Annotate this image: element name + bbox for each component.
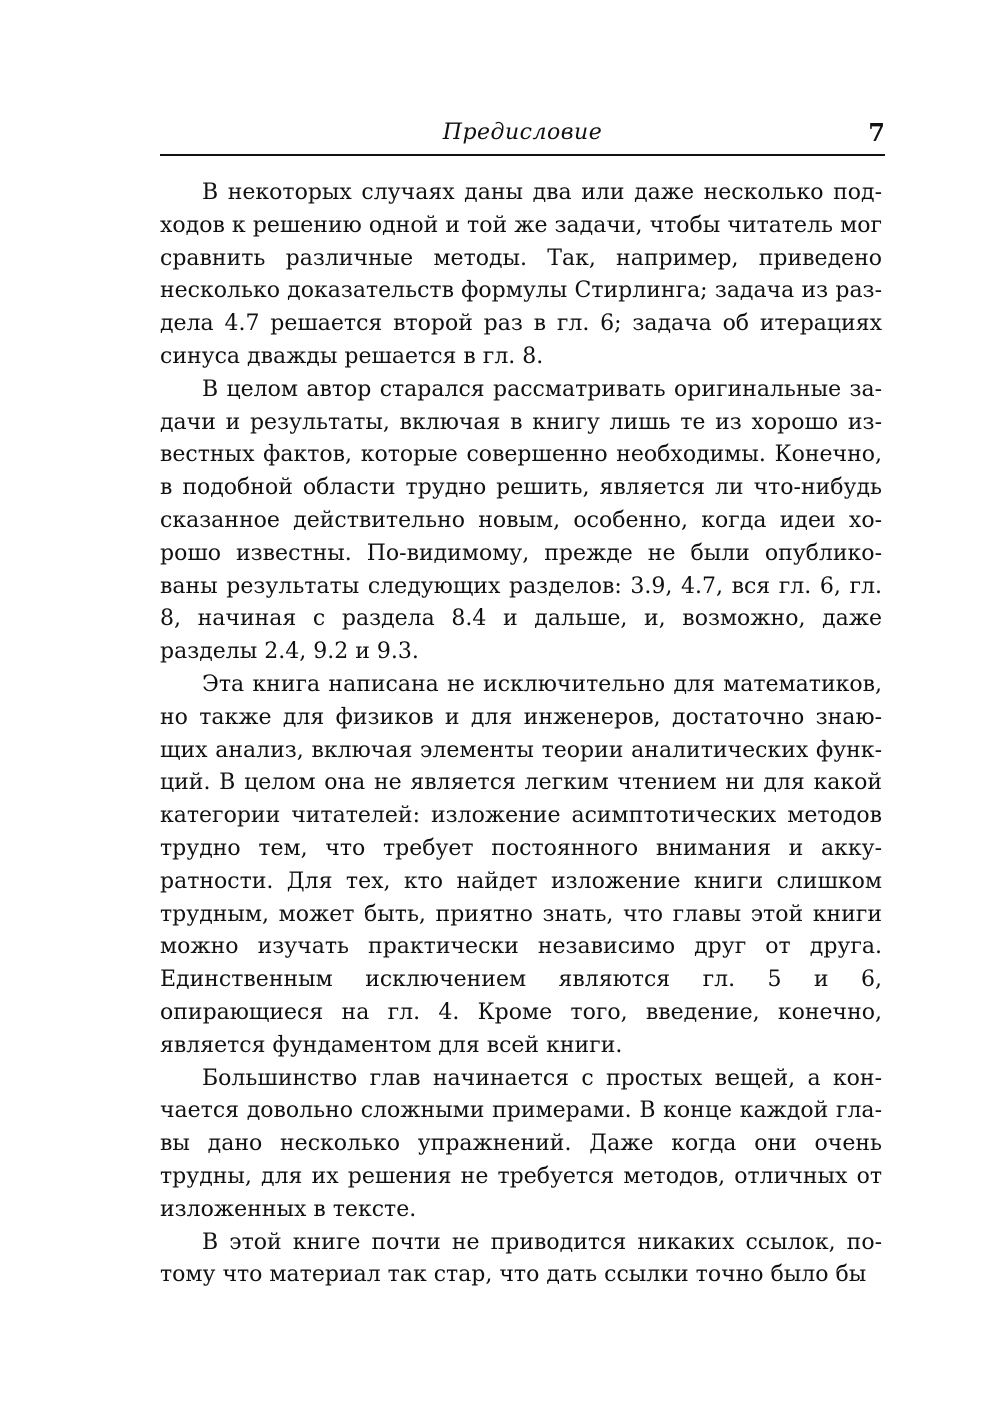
paragraph-2: В целом автор старался рассматривать оригинальные задачи и результаты, включая в книгу лишь те из хорошо известных фактов, которые совершенно необходимы. Конечно, в подобной области трудно решить, является ли что-нибудь сказанное действительно новым, особенно, когда идеи хорошо известны. По-видимому, прежде не были опубликованы результаты следующих разделов: 3.9, 4.7, вся гл. 6, гл. 8, начиная с раздела 8.4 и дальше, и, возможно, даже разделы 2.4, 9.2 и 9.3. xyxy=(160,376,882,665)
paragraph-3: Эта книга написана не исключительно для математиков, но также для физиков и для инженеров, достаточно знающих анализ, включая элементы теории аналитических функций. В целом она не является легким чтением ни для какой категории читателей: изложение асимптотических методов трудно тем, что требует постоянного внимания и аккуратности. Для тех, кто найдет изложение книги слишком трудным, может быть, приятно знать, что главы этой книги можно изучать практически независимо друг от друга. Единственным исключением являются гл. 5 и 6, опирающиеся на гл. 4. Кроме того, введение, конечно, является фундаментом для всей книги. xyxy=(160,671,882,1058)
paragraph-4: Большинство глав начинается с простых вещей, а кончается довольно сложными примерами. В конце каждой главы дано несколько упражнений. Даже когда они очень трудны, для их решения не требуется методов, отличных от изложенных в тексте. xyxy=(160,1065,882,1222)
running-header xyxy=(160,118,885,156)
page-number: 7 xyxy=(868,118,885,147)
running-title: Предисловие xyxy=(442,120,603,145)
paragraph-1: В некоторых случаях даны два или даже несколько подходов к решению одной и той же задачи, чтобы читатель мог сравнить различные методы. Так, например, приведено несколько доказательств формулы Стирлинга; задача из раздела 4.7 решается второй раз в гл. 6; задача об итерациях синуса дважды решается в гл. 8. xyxy=(160,180,882,369)
paragraph-5: В этой книге почти не приводится никаких ссылок, потому что материал так стар, что дать ссылки точно было бы xyxy=(160,1229,882,1288)
body-text xyxy=(160,177,882,1292)
